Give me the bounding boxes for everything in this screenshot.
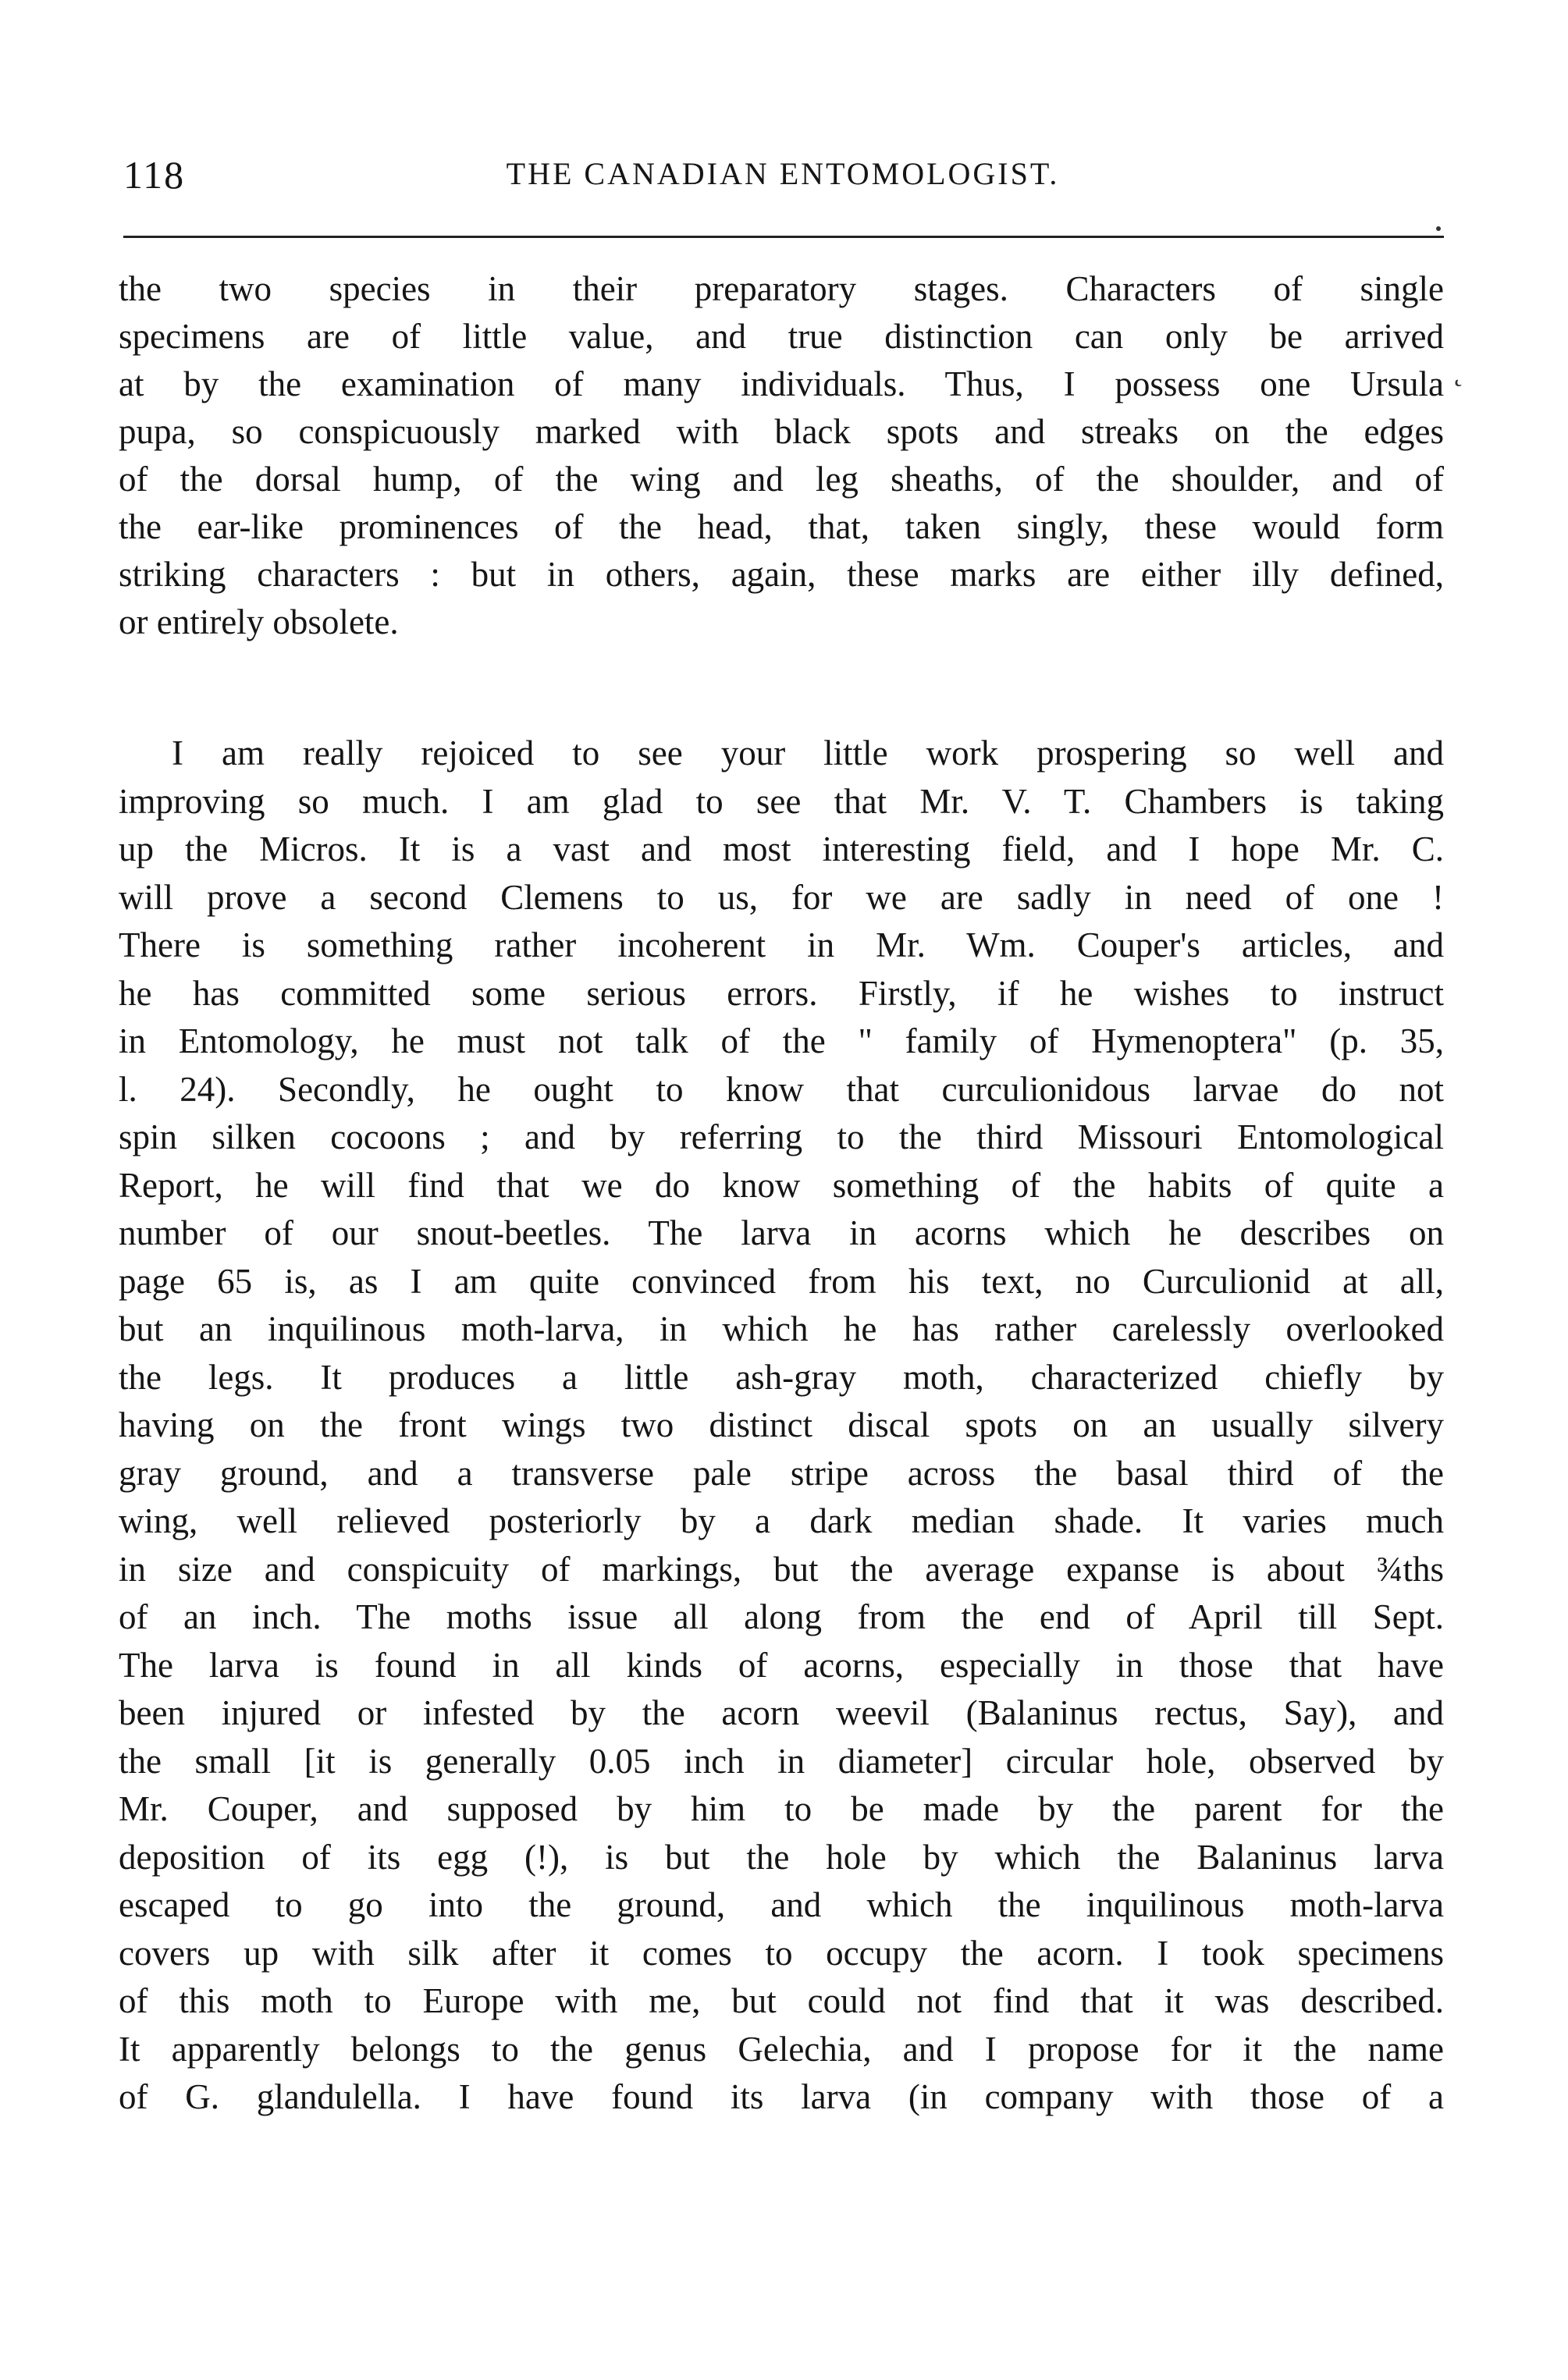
text-line: the ear-like prominences of the head, that, taken singly, these would form [119, 507, 1444, 546]
text-line: number of our snout-beetles. The larva in acorns which he describes on [119, 1213, 1444, 1252]
running-title: THE CANADIAN ENTOMOLOGIST. [506, 156, 1060, 191]
text-line: of the dorsal hump, of the wing and leg sheaths, of the shoulder, and of [119, 460, 1444, 499]
text-line: There is something rather incoherent in Mr. Wm. Couper's articles, and [119, 925, 1444, 964]
margin-speck: ˛ [1453, 352, 1464, 387]
text-line: at by the examination of many individuals. Thus, I possess one Ursula [119, 364, 1444, 403]
text-line: of an inch. The moths issue all along from the end of April till Sept. [119, 1597, 1444, 1636]
text-line: up the Micros. It is a vast and most interesting field, and I hope Mr. C. [119, 829, 1444, 869]
text-line: The larva is found in all kinds of acorns, especially in those that have [119, 1645, 1444, 1685]
page-header [123, 152, 1442, 215]
text-line: gray ground, and a transverse pale stripe across the basal third of the [119, 1453, 1444, 1493]
text-line: will prove a second Clemens to us, for we are sadly in need of one ! [119, 877, 1444, 917]
text-line: wing, well relieved posteriorly by a dark median shade. It varies much [119, 1501, 1444, 1540]
text-line: specimens are of little value, and true distinction can only be arrived [119, 317, 1444, 356]
text-line: but an inquilinous moth-larva, in which he has rather carelessly overlooked [119, 1309, 1444, 1348]
text-line: the small [it is generally 0.05 inch in diameter] circular hole, observed by [119, 1741, 1444, 1781]
text-line: covers up with silk after it comes to occupy the acorn. I took specimens [119, 1933, 1444, 1973]
text-line: It apparently belongs to the genus Gelechia, and I propose for it the name [119, 2029, 1444, 2069]
page-number: 118 [123, 153, 186, 197]
header-rule [123, 236, 1444, 238]
text-line: pupa, so conspicuously marked with black spots and streaks on the edges [119, 412, 1444, 451]
text-line: Mr. Couper, and supposed by him to be made by the parent for the [119, 1789, 1444, 1828]
text-line: spin silken cocoons ; and by referring to the third Missouri Entomological [119, 1117, 1444, 1156]
text-line: or entirely obsolete. [119, 602, 399, 641]
text-line: page 65 is, as I am quite convinced from his text, no Curculionid at all, [119, 1261, 1444, 1301]
text-line: he has committed some serious errors. Firstly, if he wishes to instruct [119, 973, 1444, 1013]
text-line: l. 24). Secondly, he ought to know that curculionidous larvae do not [119, 1069, 1444, 1109]
text-line: in size and conspicuity of markings, but the average expanse is about ¾ths [119, 1549, 1444, 1589]
text-line: of G. glandulella. I have found its larva (in company with those of a [119, 2077, 1444, 2116]
text-line: the legs. It produces a little ash-gray moth, characterized chiefly by [119, 1357, 1444, 1397]
text-line: I am really rejoiced to see your little work prospering so well and [172, 734, 1444, 773]
text-line: deposition of its egg (!), is but the hole by which the Balaninus larva [119, 1837, 1444, 1877]
rule-dot [1436, 226, 1441, 231]
text-line: striking characters : but in others, again, these marks are either illy defined, [119, 555, 1444, 594]
text-line: Report, he will find that we do know something of the habits of quite a [119, 1165, 1444, 1205]
text-line: of this moth to Europe with me, but could not find that it was described. [119, 1981, 1444, 2020]
text-line: improving so much. I am glad to see that Mr. V. T. Chambers is taking [119, 781, 1444, 821]
text-line: been injured or infested by the acorn weevil (Balaninus rectus, Say), and [119, 1693, 1444, 1732]
text-line: having on the front wings two distinct discal spots on an usually silvery [119, 1405, 1444, 1444]
text-line: escaped to go into the ground, and which the inquilinous moth-larva [119, 1885, 1444, 1924]
paragraph-1 [119, 265, 1444, 646]
paragraph-2 [119, 730, 1444, 2122]
text-line: the two species in their preparatory stages. Characters of single [119, 269, 1444, 308]
text-line: in Entomology, he must not talk of the " family of Hymenoptera" (p. 35, [119, 1021, 1444, 1060]
